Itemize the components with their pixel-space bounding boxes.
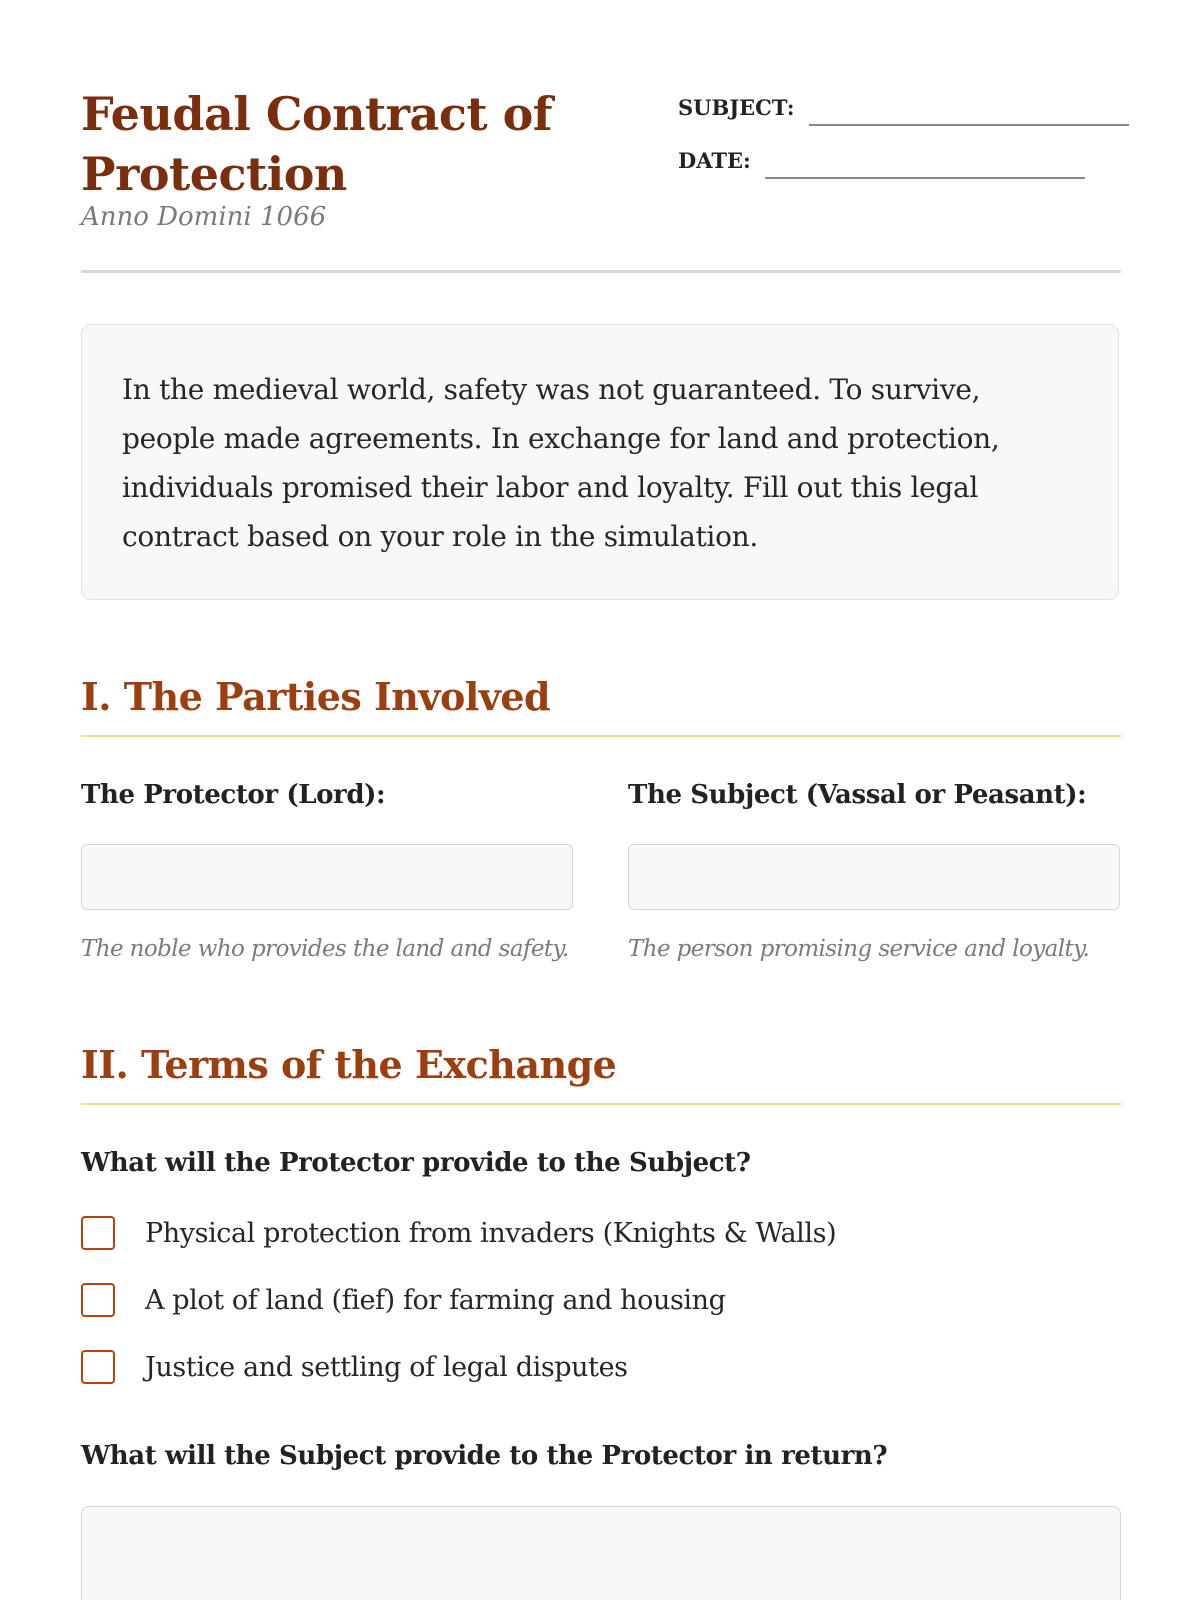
contract-page bbox=[81, 0, 1121, 1600]
subject-label: The Subject (Vassal or Peasant): bbox=[628, 780, 1087, 810]
intro-text: In the medieval world, safety was not guaranteed. To survive, people made agreements. In exchange for land and protection, individuals promised their labor and loyalty. Fill out this legal contract based on your role in the simulation. bbox=[122, 373, 1000, 553]
subject-provides-question: What will the Subject provide to the Protector in return? bbox=[81, 1441, 888, 1471]
protector-field-group bbox=[81, 780, 573, 962]
date-meta-label: DATE: bbox=[678, 148, 751, 173]
section-terms-heading: II. Terms of the Exchange bbox=[81, 1042, 1121, 1105]
protector-provides-question: What will the Protector provide to the Subject? bbox=[81, 1148, 751, 1178]
intro-box bbox=[81, 324, 1119, 600]
protection-checkbox[interactable] bbox=[81, 1216, 115, 1250]
subject-meta-label: SUBJECT: bbox=[678, 95, 795, 120]
option-label: A plot of land (fief) for farming and housing bbox=[145, 1284, 726, 1316]
subject-field-group bbox=[628, 780, 1120, 962]
document-subtitle: Anno Domini 1066 bbox=[81, 202, 327, 232]
document-title: Feudal Contract of Protection bbox=[81, 87, 553, 201]
document-header bbox=[81, 80, 1121, 273]
subject-input[interactable] bbox=[628, 844, 1120, 910]
protector-provides-options bbox=[81, 1212, 1121, 1413]
subject-meta-row bbox=[678, 90, 1129, 126]
option-land[interactable] bbox=[81, 1279, 1121, 1321]
justice-checkbox[interactable] bbox=[81, 1350, 115, 1384]
option-protection[interactable] bbox=[81, 1212, 1121, 1254]
protector-input[interactable] bbox=[81, 844, 573, 910]
subject-meta-line[interactable] bbox=[809, 123, 1129, 126]
option-justice[interactable] bbox=[81, 1346, 1121, 1388]
subject-provides-textarea[interactable] bbox=[81, 1506, 1121, 1600]
option-label: Physical protection from invaders (Knights & Walls) bbox=[145, 1217, 837, 1249]
protector-label: The Protector (Lord): bbox=[81, 780, 386, 810]
subject-hint: The person promising service and loyalty. bbox=[628, 936, 1090, 962]
date-meta-row bbox=[678, 143, 1085, 179]
section-parties-heading: I. The Parties Involved bbox=[81, 674, 1121, 737]
land-checkbox[interactable] bbox=[81, 1283, 115, 1317]
option-label: Justice and settling of legal disputes bbox=[145, 1351, 628, 1383]
protector-hint: The noble who provides the land and safety. bbox=[81, 936, 569, 962]
date-meta-line[interactable] bbox=[765, 176, 1085, 179]
